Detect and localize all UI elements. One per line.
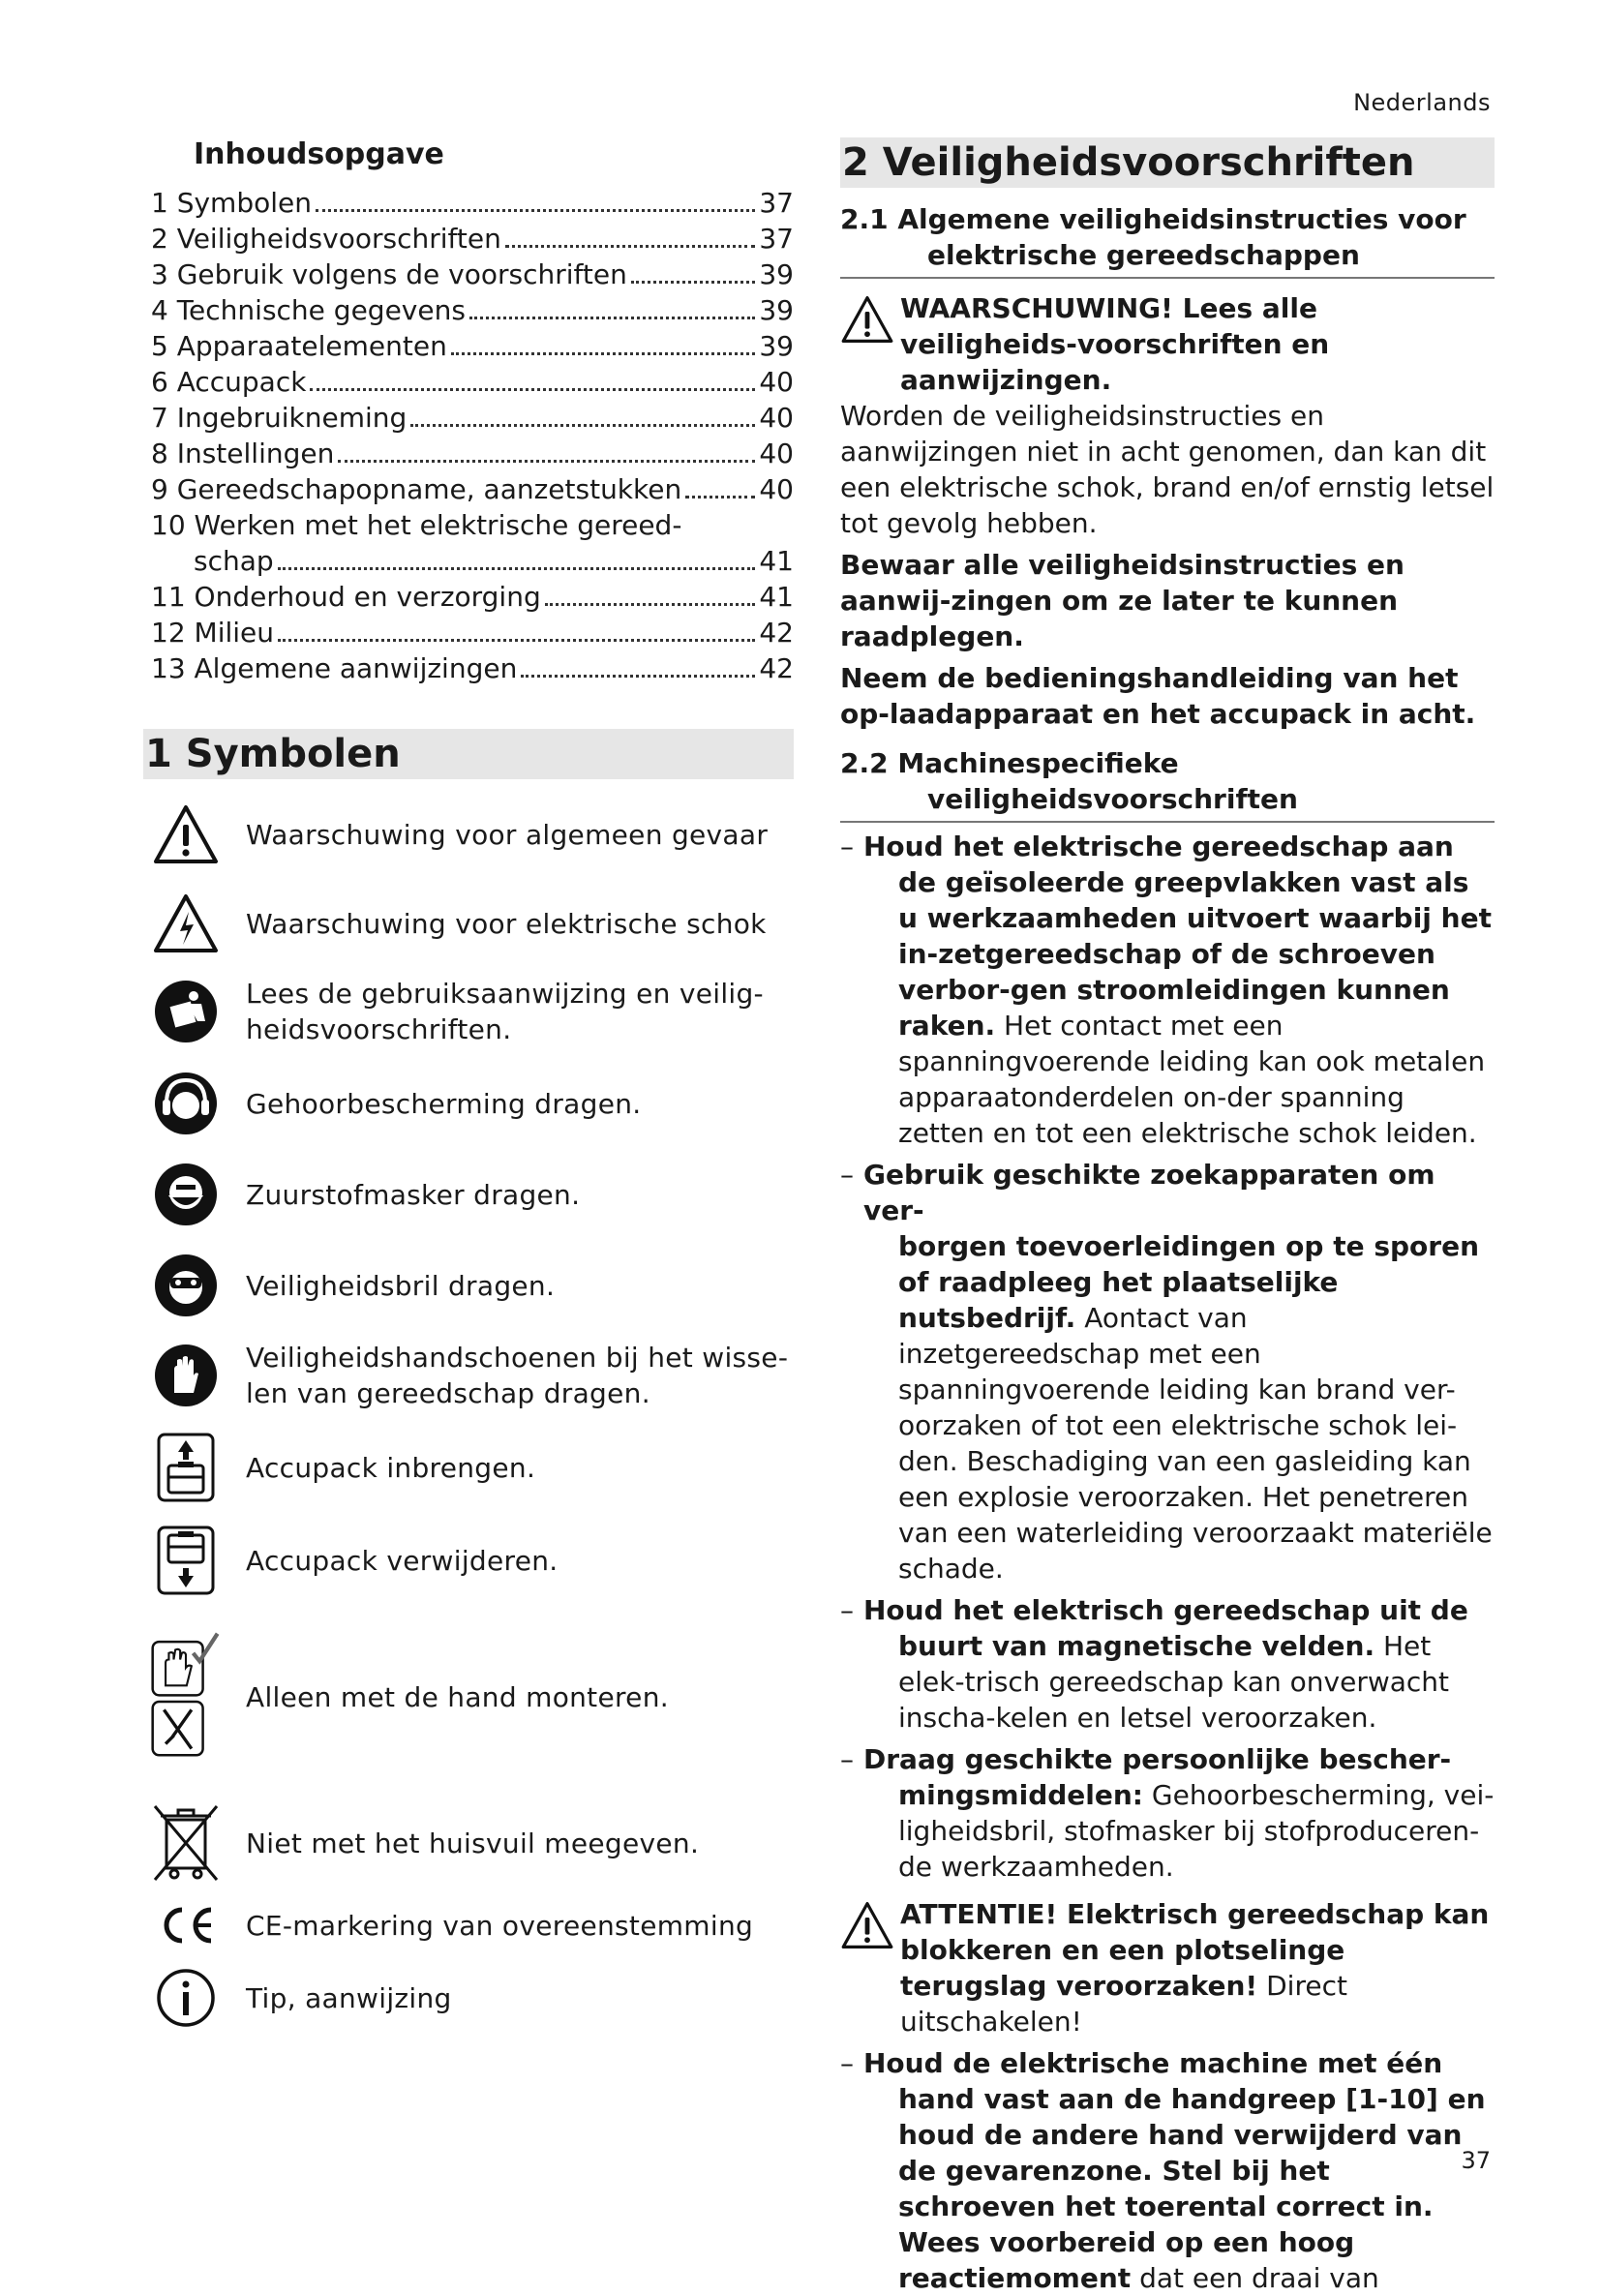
toc-entry[interactable]: 9 Gereedschapopname, aanzetstukken 40 <box>151 473 794 505</box>
toc-entry[interactable]: 4 Technische gegevens 39 <box>151 294 794 326</box>
safety-glasses-icon <box>151 1253 221 1318</box>
toc-entry[interactable]: 3 Gebruik volgens de voorschriften 39 <box>151 258 794 290</box>
symbol-text: Waarschuwing voor algemeen gevaar <box>246 818 769 851</box>
toc-entry[interactable]: 5 Apparaatelementen 39 <box>151 330 794 362</box>
symbol-text: Waarschuwing voor elektrische schok <box>246 907 767 940</box>
symbol-text: Niet met het huisvuil meegeven. <box>246 1827 700 1859</box>
hand-mount-only-icon <box>151 1619 221 1774</box>
safety-bullet: – Gebruik geschikte zoekapparaten om ver- borgen toevoerleidingen op te sporen of raadpleeg het plaatselijke nutsbedrijf. Aontact van inzetgereedschap met een spanningvoerende leiding kan brand ver-oorzaken of tot een elektrische schok lei-den. Beschadiging van een gasleiding kan een explosie veroorzaken. Het penetreren van een waterleiding veroorzaakt materiële schade. <box>840 1159 1493 1585</box>
symbol-row <box>151 1068 794 1139</box>
charger-note: Neem de bedieningshandleiding van het op-laadapparaat en het accupack in acht. <box>840 662 1476 730</box>
symbol-row <box>151 1250 794 1321</box>
symbol-text: Veiligheidsbril dragen. <box>246 1269 556 1302</box>
symbol-text: Gehoorbescherming dragen. <box>246 1087 642 1120</box>
symbol-row <box>151 1619 794 1774</box>
toc-title: Inhoudsopgave <box>194 137 444 171</box>
symbol-text: CE-markering van overeenstemming <box>246 1909 754 1942</box>
left-column <box>143 137 794 2028</box>
symbol-text: Lees de gebruiksaanwijzing en veilig-heidsvoorschriften. <box>246 978 764 1045</box>
symbol-row <box>151 973 794 1050</box>
safety-bullet: – Houd het elektrisch gereedschap uit de buurt van magnetische velden. Het elek-trisch gereedschap kan onverwacht inscha-kelen en letsel veroorzaken. <box>840 1594 1468 1734</box>
right-column <box>840 137 1495 2296</box>
warning-text: Worden de veiligheidsinstructies en aanwijzingen niet in acht genomen, dan kan dit een elektrische schok, brand en/of ernstig letsel tot gevolg hebben. <box>840 400 1495 539</box>
symbol-text: Accupack inbrengen. <box>246 1451 536 1484</box>
page-language: Nederlands <box>1353 89 1491 116</box>
safety-bullet: – Draag geschikte persoonlijke bescher- mingsmiddelen: Gehoorbescherming, vei-ligheidsbril, stofmasker bij stofproduceren-de werkzaamheden. <box>840 1743 1495 1883</box>
symbol-text: Zuurstofmasker dragen. <box>246 1178 581 1211</box>
toc-entry[interactable]: 6 Accupack 40 <box>151 366 794 398</box>
toc-list <box>143 185 794 686</box>
battery-insert-icon <box>151 1433 221 1502</box>
toc-entry[interactable]: 7 Ingebruikneming 40 <box>151 402 794 434</box>
page-number: 37 <box>1461 2147 1491 2174</box>
symbol-text: Veiligheidshandschoenen bij het wisse-len van gereedschap dragen. <box>246 1342 789 1409</box>
symbol-text: Accupack verwijderen. <box>246 1544 559 1577</box>
battery-remove-icon <box>151 1526 221 1595</box>
symbol-row <box>151 1525 794 1596</box>
toc-entry[interactable]: 11 Onderhoud en verzorging 41 <box>151 581 794 613</box>
symbol-row <box>151 799 794 870</box>
crossed-bin-icon <box>151 1802 221 1884</box>
symbol-row <box>151 1801 794 1885</box>
ce-mark-icon <box>151 1904 221 1947</box>
section-heading-symbols: 1 Symbolen <box>143 729 794 779</box>
warning-block <box>840 290 1495 398</box>
hearing-protection-icon <box>151 1071 221 1136</box>
read-manual-icon <box>151 979 221 1044</box>
symbol-text: Alleen met de hand monteren. <box>246 1680 669 1713</box>
toc-entry[interactable]: 8 Instellingen 40 <box>151 438 794 469</box>
toc-entry[interactable]: 1 Symbolen 37 <box>151 187 794 219</box>
subsection-heading-2-2: 2.2 Machinespecifieke veiligheidsvoorschriften <box>840 745 1495 823</box>
attention-text: Direct uitschakelen! <box>900 1970 1347 2038</box>
symbol-list <box>143 799 794 2028</box>
toc-entry[interactable]: 12 Milieu 42 <box>151 617 794 649</box>
section-heading-safety: 2 Veiligheidsvoorschriften <box>840 137 1495 188</box>
symbol-text: Tip, aanwijzing <box>246 1981 452 2014</box>
attention-heading: ATTENTIE! Elektrisch gereedschap kan blokkeren en een plotselinge terugslag veroorzaken! <box>900 1898 1490 2002</box>
symbol-row <box>151 1898 794 1952</box>
safety-gloves-icon <box>151 1343 221 1408</box>
dust-mask-icon <box>151 1162 221 1227</box>
toc-entry[interactable]: 13 Algemene aanwijzingen 42 <box>151 652 794 684</box>
symbol-row <box>151 888 794 959</box>
symbol-row <box>151 1159 794 1230</box>
electric-shock-warning-icon <box>151 892 221 954</box>
subsection-heading-2-1: 2.1 Algemene veiligheidsinstructies voor elektrische gereedschappen <box>840 201 1495 279</box>
info-icon <box>151 1968 221 2028</box>
attention-block <box>840 1896 1495 2039</box>
toc-entry[interactable]: 2 Veiligheidsvoorschriften 37 <box>151 223 794 255</box>
warning-triangle-icon <box>840 290 900 348</box>
warning-heading: WAARSCHUWING! Lees alle veiligheids-voorschriften en aanwijzingen. <box>900 292 1330 396</box>
toc-entry[interactable]: 10 Werken met het elektrische gereed- schap 41 <box>151 509 794 577</box>
warning-triangle-icon <box>840 1896 900 1954</box>
symbol-row <box>151 1432 794 1503</box>
warning-triangle-icon <box>151 803 221 865</box>
safety-bullet: – Houd het elektrische gereedschap aan de geïsoleerde greepvlakken vast als u werkzaamheden uitvoert waarbij het in-zetgereedschap of de schroeven verbor-gen stroomleidingen kunnen raken. Het contact met een spanningvoerende leiding kan ook metalen apparaatonderdelen on-der spanning zetten en tot een elektrische schok leiden. <box>840 831 1492 1149</box>
keep-instructions-note: Bewaar alle veiligheidsinstructies en aanwij-zingen om ze later te kunnen raadplegen. <box>840 549 1405 652</box>
symbol-row <box>151 1968 794 2028</box>
symbol-row <box>151 1337 794 1414</box>
safety-bullet: – Houd de elektrische machine met één hand vast aan de handgreep [1-10] en houd de andere hand verwijderd van de gevarenzone. Stel bij het schroeven het toerental correct in. Wees voorbereid op een hoog reactiemoment dat een draai van <box>840 2047 1486 2294</box>
